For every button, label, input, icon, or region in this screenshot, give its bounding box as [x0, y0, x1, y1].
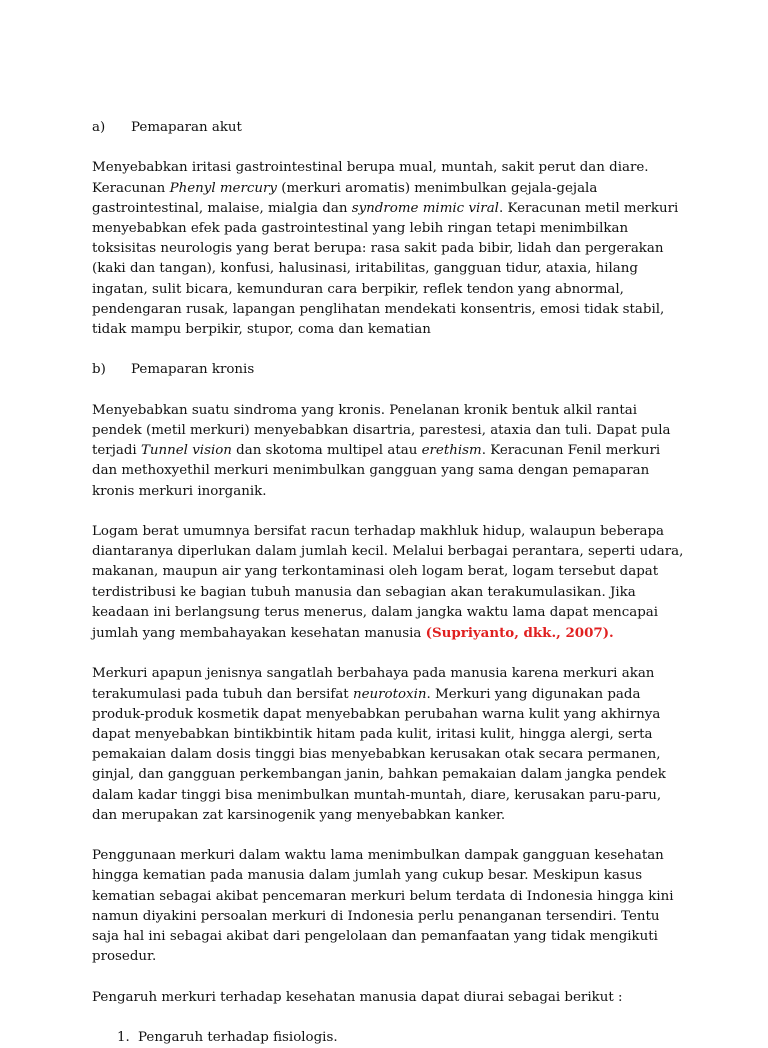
text-line: Logam berat umumnya bersifat racun terhadap makhluk hidup, walaupun beberapa — [92, 524, 664, 539]
paragraph-heavy-metals — [92, 522, 682, 644]
text-line: kronis merkuri inorganik. — [92, 483, 267, 499]
text-line: Merkuri apapun jenisnya sangatlah berbahaya pada manusia karena merkuri akan — [92, 666, 655, 682]
text-line: ingatan, sulit bicara, kemunduran cara berpikir, reflek tendon yang abnormal, — [92, 281, 624, 297]
text-line: menyebabkan efek pada gastrointestinal yang lebih ringan tetapi menimbilkan — [92, 221, 629, 236]
italic-term: Phenyl mercury — [169, 180, 277, 196]
citation: (Supriyanto, dkk., 2007) — [425, 625, 610, 642]
paragraph-acute — [92, 158, 682, 340]
text-line: pendek (metil merkuri) menyebabkan disartria, parestesi, ataxia dan tuli. Dapat pula — [92, 423, 671, 438]
text-line: diantaranya diperlukan dalam jumlah kecil. Melalui berbagai perantara, seperti udara, — [92, 544, 684, 560]
text-line: terjadi Tunnel vision dan skotoma multipel atau erethism. Keracunan Fenil merkuri — [92, 443, 661, 459]
section-title-b: Pemaparan kronis — [131, 362, 255, 378]
text-line: toksisitas neurologis yang berat berupa: rasa sakit pada bibir, lidah dan pergerakan — [92, 241, 664, 257]
list-item-text: Pengaruh terhadap fisiologis. — [138, 1030, 338, 1046]
paragraph-long-term-use — [92, 846, 682, 967]
italic-term: Tunnel vision — [140, 443, 232, 459]
italic-term: syndrome mimic viral — [351, 200, 499, 216]
text-line: gastrointestinal, malaise, mialgia dan syndrome mimic viral. Keracunan metil merkuri — [92, 200, 679, 216]
list-number: 1. — [117, 1030, 130, 1046]
paragraph-chronic — [92, 401, 682, 502]
text-line: (kaki dan tangan), konfusi, halusinasi, iritabilitas, gangguan tidur, ataxia, hilang — [92, 261, 638, 277]
paragraph-mercury-danger — [92, 664, 682, 826]
text-line: dapat menyebabkan bintikbintik hitam pada kulit, iritasi kulit, hingga alergi, serta — [92, 727, 653, 743]
italic-term: neurotoxin — [352, 686, 427, 702]
text-line: terakumulasi pada tubuh dan bersifat neurotoxin. Merkuri yang digunakan pada — [92, 686, 641, 702]
text-line: Menyebabkan iritasi gastrointestinal berupa mual, muntah, sakit perut dan diare. — [92, 160, 649, 176]
text-line: saja hal ini sebagai akibat dari pengelolaan dan pemanfaatan yang tidak mengikuti — [92, 929, 658, 945]
text-line: keadaan ini berlangsung terus menerus, dalam jangka waktu lama dapat mencapai — [92, 604, 659, 620]
text-line: ginjal, dan gangguan perkembangan janin, bahkan pemakaian dalam jangka pendek — [92, 767, 666, 783]
section-title-a: Pemaparan akut — [131, 120, 242, 135]
text-line: Penggunaan merkuri dalam waktu lama menimbulkan dampak gangguan kesehatan — [92, 848, 664, 864]
text-line: makanan, maupun air yang terkontaminasi oleh logam berat, logam tersebut dapat — [92, 564, 659, 580]
text-line: Menyebabkan suatu sindroma yang kronis. Penelanan kronik bentuk alkil rantai — [92, 402, 638, 418]
paragraph-effects-intro — [92, 988, 682, 1008]
text-line: prosedur. — [92, 949, 157, 965]
text-line: tidak mampu berpikir, stupor, coma dan kematian — [92, 322, 431, 338]
text-line: dalam kadar tinggi bisa menimbulkan muntah-muntah, diare, kerusakan paru-paru, — [92, 787, 662, 803]
text-line: pemakaian dalam dosis tinggi bias menyebabkan kerusakan otak secara permanen, — [92, 747, 661, 763]
text-line: namun diyakini persoalan merkuri di Indonesia perlu penanganan tersendiri. Tentu — [92, 908, 660, 924]
document-page — [92, 118, 682, 1048]
section-heading-b — [92, 360, 682, 380]
text-line: Pengaruh merkuri terhadap kesehatan manusia dapat diurai sebagai berikut : — [92, 989, 623, 1005]
text-line: jumlah yang membahayakan kesehatan manusia (Supriyanto, dkk., 2007). — [92, 625, 614, 642]
text-line: hingga kematian pada manusia dalam jumlah yang cukup besar. Meskipun kasus — [92, 868, 643, 884]
text-line: Keracunan Phenyl mercury (merkuri aromatis) menimbulkan gejala-gejala — [92, 180, 598, 196]
list-item — [92, 1028, 682, 1048]
italic-term: erethism — [421, 443, 482, 459]
section-marker-b: b) — [92, 362, 106, 378]
text-line: dan methoxyethil merkuri menimbulkan gangguan yang sama dengan pemaparan — [92, 463, 650, 479]
section-heading-a — [92, 118, 682, 138]
text-line: pendengaran rusak, lapangan penglihatan mendekati konsentris, emosi tidak stabil, — [92, 301, 665, 317]
section-marker-a: a) — [92, 120, 106, 135]
text-line: kematian sebagai akibat pencemaran merkuri belum terdata di Indonesia hingga kini — [92, 888, 674, 904]
text-line: produk-produk kosmetik dapat menyebabkan perubahan warna kulit yang akhirnya — [92, 706, 661, 722]
text-line: terdistribusi ke bagian tubuh manusia dan sebagian akan terakumulasikan. Jika — [92, 584, 636, 600]
text-line: dan merupakan zat karsinogenik yang menyebabkan kanker. — [92, 807, 506, 823]
